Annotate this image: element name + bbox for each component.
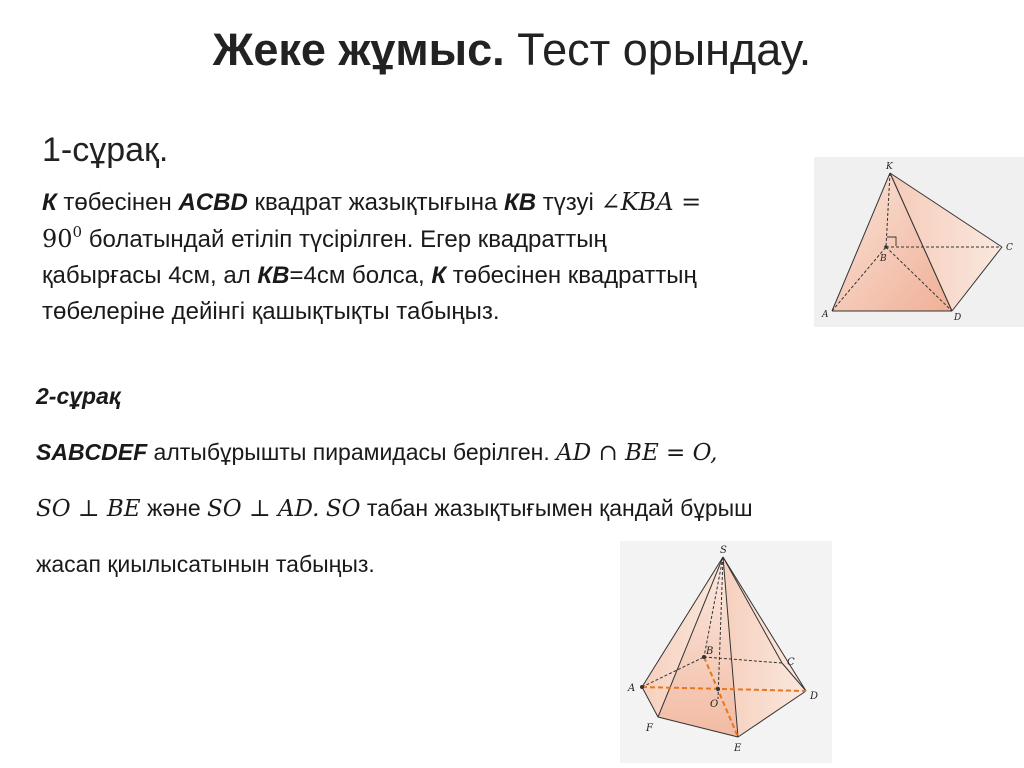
label-f: F <box>646 723 653 734</box>
title-bold: Жеке жұмыс. <box>212 24 505 75</box>
point-b <box>884 245 888 249</box>
label-d: D <box>954 313 962 323</box>
point-o <box>716 687 720 691</box>
q1-text-span: =4см болса, <box>289 262 432 289</box>
label-a: A <box>628 683 636 694</box>
slide-title <box>0 22 1024 78</box>
q1-line-1 <box>42 184 832 221</box>
q1-kb: КВ <box>257 262 290 289</box>
q1-angle-expression: ∠KBA = <box>600 188 702 216</box>
label-b: B <box>880 254 887 264</box>
q2-line-2 <box>36 488 936 544</box>
q1-line-3 <box>42 258 832 294</box>
q1-k: К <box>431 262 447 289</box>
q1-degree-sup: 0 <box>72 223 83 241</box>
label-s: S <box>720 545 727 556</box>
q1-text-span: қабырғасы 4см, ал <box>42 262 258 289</box>
q2-math-expression: SO <box>325 496 361 522</box>
question-1-label: 1-сұрақ. <box>42 131 169 169</box>
q1-text-span: төбесінен квадраттың <box>446 262 697 289</box>
q1-line-2 <box>42 221 832 258</box>
label-e: E <box>734 743 742 754</box>
figure-2-svg <box>620 541 832 763</box>
label-k: K <box>886 162 893 172</box>
question-2-label: 2-сұрақ <box>36 383 121 409</box>
question-1-text <box>42 184 832 330</box>
label-c: C <box>1006 243 1013 253</box>
label-c: C <box>787 657 795 668</box>
figure-1-svg <box>814 157 1024 327</box>
q2-math-expression: AD ∩ BE = O, <box>556 440 718 466</box>
q1-text-span: түзуі <box>536 189 601 216</box>
figure-2-hexagonal-pyramid <box>620 541 832 763</box>
q1-acbd: ACBD <box>178 189 248 216</box>
q2-pyramid-name: SABCDEF <box>36 439 148 465</box>
q2-text-span: алтыбұрышты пирамидасы берілген. <box>147 439 557 465</box>
q2-line-1 <box>36 432 936 488</box>
q1-text-span: болатындай етіліп түсірілген. Егер квадраттың <box>82 226 607 253</box>
q1-text-span: квадрат жазықтығына <box>247 189 505 216</box>
figure-1-pyramid <box>814 157 1024 327</box>
q1-k: К <box>42 189 57 216</box>
q2-math-expression: SO ⊥ AD. <box>207 496 320 522</box>
point-a <box>640 685 644 689</box>
q2-math-expression: SO ⊥ BE <box>36 496 141 522</box>
label-o: O <box>710 699 719 710</box>
label-a: A <box>822 310 829 320</box>
q2-text-span: табан жазықтығымен қандай бұрыш <box>360 495 753 521</box>
label-b: B <box>706 646 714 657</box>
label-d: D <box>810 691 819 702</box>
q2-line-3: жасап қиылысатынын табыңыз. <box>36 551 375 577</box>
q1-text-span: төбесінен <box>56 189 179 216</box>
q1-line-4: төбелеріне дейінгі қашықтықты табыңыз. <box>42 298 500 325</box>
title-normal: Тест орындау. <box>517 24 812 75</box>
q1-kb: КВ <box>504 189 537 216</box>
q2-text-span: және <box>140 495 208 521</box>
q1-ninety: 90 <box>42 225 73 253</box>
